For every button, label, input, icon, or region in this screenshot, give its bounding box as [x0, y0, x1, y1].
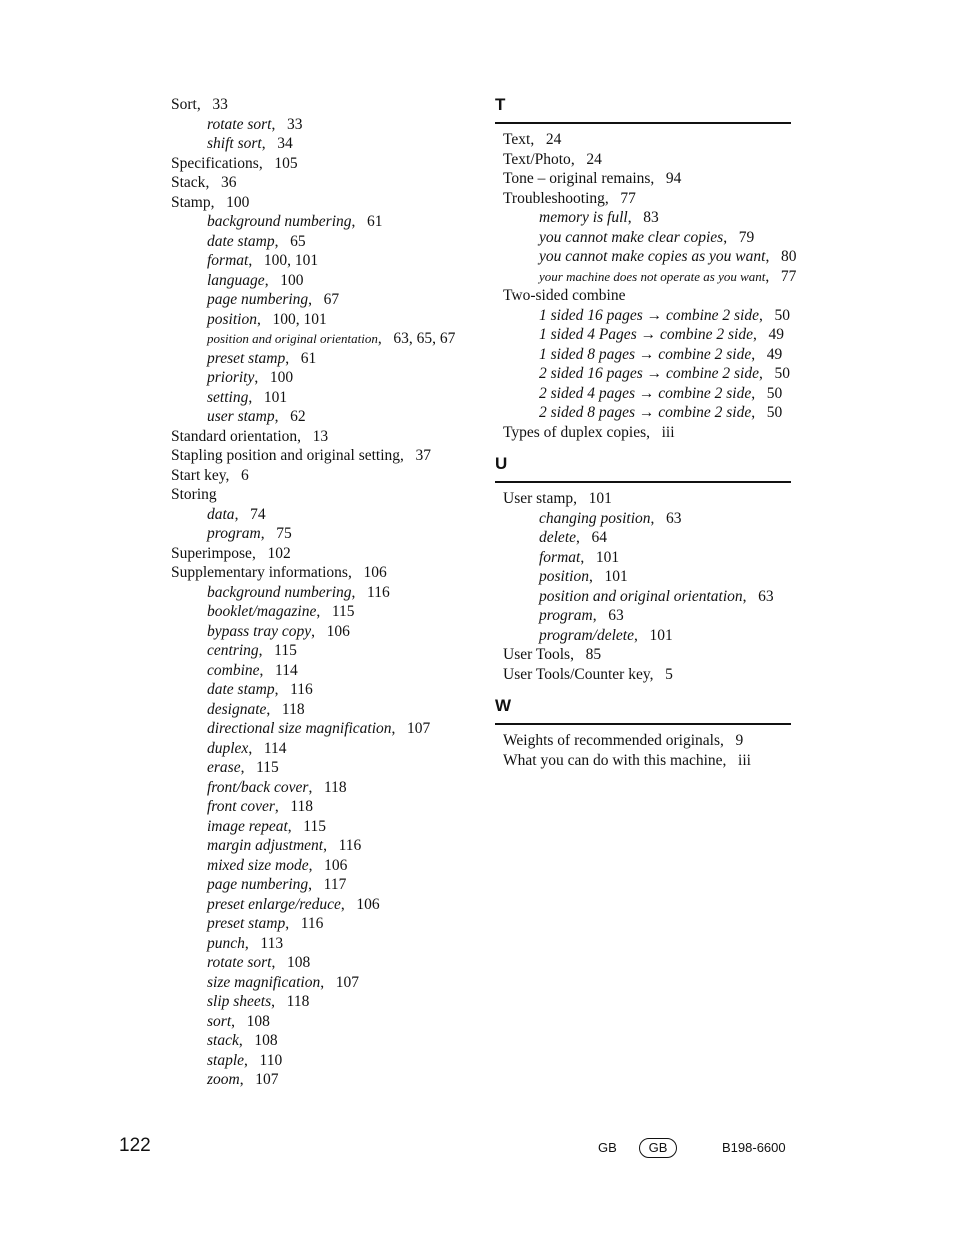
section-entries [495, 130, 797, 442]
index-section [495, 95, 797, 442]
section-letter: T [495, 95, 506, 114]
index-pages: 50 [766, 404, 783, 421]
index-entry [503, 286, 791, 306]
index-term: user stamp [207, 408, 275, 425]
section-divider [495, 481, 791, 483]
index-subentry: setting, 101 [207, 388, 288, 406]
language-badge: GB [639, 1138, 677, 1158]
index-term: position and original orientation [207, 331, 378, 346]
index-subentry: directional size magnification, 107 [207, 720, 431, 737]
index-term: 2 sided 8 pages → combine 2 side [539, 404, 752, 421]
index-term: Types of duplex copies [503, 423, 647, 441]
index-subentry: data, 74 [207, 505, 266, 523]
index-pages: 107 [335, 973, 359, 991]
index-term: delete [539, 529, 577, 546]
index-pages: iii [738, 751, 751, 769]
index-pages: 110 [259, 1051, 283, 1069]
index-entry: Stack, 36 [171, 174, 237, 191]
index-term: Weights of recommended originals [503, 732, 720, 749]
index-subentry: rotate sort, 108 [207, 954, 311, 971]
index-subentry: size magnification, 107 [207, 973, 359, 991]
section-letter: U [495, 454, 508, 473]
index-term: page numbering [207, 291, 309, 308]
index-term: Specifications [171, 154, 259, 172]
index-subentry: erase, 115 [207, 759, 279, 776]
index-entry: User Tools, 85 [503, 646, 602, 663]
index-term: margin adjustment [207, 837, 324, 854]
index-subentry: background numbering, 116 [207, 583, 390, 601]
index-entry: Superimpose, 102 [171, 544, 291, 562]
index-pages: 63, 65, 67 [393, 330, 456, 347]
index-term: stack [207, 1032, 239, 1049]
index-subentry: bypass tray copy, 106 [207, 622, 350, 640]
index-pages: 116 [290, 681, 313, 698]
index-pages: 36 [220, 174, 237, 191]
index-pages: 61 [367, 213, 383, 230]
index-term: priority [207, 369, 255, 386]
index-subentry: priority, 100 [207, 369, 294, 386]
index-pages: 106 [356, 895, 380, 913]
index-pages: 13 [312, 427, 329, 445]
index-subentry: 1 sided 8 pages → combine 2 side, 49 [539, 345, 783, 363]
index-pages: 34 [277, 135, 293, 152]
index-pages: 101 [595, 548, 620, 566]
footer-language: GB [598, 1140, 617, 1155]
index-entry: User stamp, 101 [503, 490, 612, 507]
index-pages: 24 [586, 150, 602, 168]
index-term: changing position [539, 509, 651, 527]
index-term: User Tools/Counter key [503, 665, 650, 683]
index-term: Troubleshooting [503, 189, 605, 207]
index-subentry: format, 101 [539, 548, 620, 566]
index-pages: 102 [267, 544, 291, 562]
index-pages: 108 [246, 1012, 270, 1030]
index-pages: 118 [323, 778, 347, 796]
index-pages: 62 [290, 408, 306, 425]
index-pages: 115 [256, 759, 279, 776]
index-subentry: booklet/magazine, 115 [207, 603, 355, 620]
index-term: date stamp [207, 681, 275, 698]
index-subentry: preset stamp, 116 [207, 915, 324, 932]
index-pages: 101 [604, 568, 628, 585]
index-pages: 83 [643, 209, 659, 226]
index-subentry: program, 75 [207, 525, 292, 542]
index-subentry: preset enlarge/reduce, 106 [207, 895, 380, 913]
index-entry: Troubleshooting, 77 [503, 189, 636, 207]
index-term: booklet/magazine [207, 603, 317, 620]
index-term: designate [207, 700, 267, 718]
index-subentry: rotate sort, 33 [207, 115, 303, 133]
index-subentry: date stamp, 65 [207, 232, 306, 250]
index-pages: 100, 101 [263, 252, 319, 269]
index-subentry: staple, 110 [207, 1051, 283, 1069]
index-section [495, 696, 791, 770]
index-subentry: user stamp, 62 [207, 408, 306, 425]
index-entry: Stamp, 100 [171, 193, 250, 211]
index-term: language [207, 271, 265, 289]
index-subentry: 2 sided 16 pages → combine 2 side, 50 [539, 365, 790, 382]
index-term: Storing [171, 486, 217, 503]
index-subentry: front cover, 118 [207, 798, 314, 815]
index-term: punch [207, 934, 245, 952]
index-subentry: 1 sided 16 pages → combine 2 side, 50 [539, 306, 790, 324]
index-pages: 100, 101 [272, 310, 327, 328]
index-pages: 77 [620, 189, 636, 207]
index-pages: 114 [275, 661, 298, 679]
index-pages: 101 [263, 388, 288, 406]
index-term: staple [207, 1051, 245, 1069]
index-term: Sort [171, 96, 197, 113]
index-term: bypass tray copy [207, 622, 312, 640]
index-term: background numbering [207, 583, 352, 601]
index-column-left [171, 95, 471, 1090]
index-subentry: memory is full, 83 [539, 209, 659, 226]
index-term: front cover [207, 798, 275, 815]
index-entry: Text/Photo, 24 [503, 150, 602, 168]
index-term: Stack [171, 174, 206, 191]
index-entry: Types of duplex copies, iii [503, 423, 675, 441]
index-pages: 108 [254, 1032, 278, 1049]
index-subentry: centring, 115 [207, 642, 297, 659]
index-term: 2 sided 4 pages → combine 2 side [539, 384, 752, 402]
index-subentry: sort, 108 [207, 1012, 270, 1030]
index-subentry: format, 100, 101 [207, 252, 319, 269]
index-term: mixed size mode [207, 856, 309, 874]
index-term: Two-sided combine [503, 287, 626, 304]
index-term: Start key [171, 466, 226, 484]
index-pages: 101 [588, 490, 612, 507]
index-pages: 116 [367, 583, 390, 601]
index-term: Stamp [171, 193, 211, 211]
index-pages: 74 [250, 505, 266, 523]
index-pages: 80 [780, 248, 797, 265]
index-subentry: stack, 108 [207, 1032, 278, 1049]
index-term: zoom [207, 1071, 240, 1088]
index-term: shift sort [207, 135, 262, 152]
index-pages: 107 [255, 1071, 279, 1088]
index-term: Superimpose [171, 544, 252, 562]
index-term: position [207, 310, 257, 328]
index-subentry: front/back cover, 118 [207, 778, 347, 796]
index-pages: iii [661, 423, 675, 441]
index-pages: 115 [303, 817, 326, 835]
index-term: format [539, 548, 581, 566]
index-pages: 6 [241, 466, 249, 484]
index-term: image repeat [207, 817, 288, 835]
section-entries [495, 731, 791, 770]
index-subentry: slip sheets, 118 [207, 993, 310, 1010]
index-term: combine [207, 661, 260, 679]
index-pages: 63 [758, 587, 774, 605]
index-entry: What you can do with this machine, iii [503, 751, 751, 769]
index-pages: 79 [738, 228, 755, 246]
index-term: 1 sided 8 pages → combine 2 side [539, 345, 752, 363]
index-term: front/back cover [207, 778, 309, 796]
index-term: erase [207, 759, 241, 776]
index-pages: 114 [263, 739, 287, 757]
index-term: background numbering [207, 213, 352, 230]
index-term: you cannot make clear copies [539, 228, 724, 246]
index-subentry: page numbering, 117 [207, 876, 347, 893]
index-term: centring [207, 642, 259, 659]
index-term: position and original orientation [539, 587, 743, 605]
index-pages: 33 [212, 96, 228, 113]
index-pages: 106 [363, 564, 387, 581]
index-term: sort [207, 1012, 232, 1030]
index-subentry: you cannot make clear copies, 79 [539, 228, 755, 246]
section-letter: W [495, 696, 512, 715]
index-term: preset enlarge/reduce [207, 895, 341, 913]
index-pages: 108 [286, 954, 311, 971]
index-subentry: duplex, 114 [207, 739, 287, 757]
index-subentry: punch, 113 [207, 934, 284, 952]
index-term: program [207, 525, 261, 542]
index-term: Tone – original remains [503, 170, 651, 187]
index-pages: 49 [766, 345, 783, 363]
index-term: What you can do with this machine [503, 751, 723, 769]
index-subentry: zoom, 107 [207, 1071, 279, 1088]
index-term: Text/Photo [503, 150, 571, 168]
index-term: date stamp [207, 232, 275, 250]
index-pages: 116 [300, 915, 324, 932]
index-column-right [495, 95, 797, 782]
index-term: rotate sort [207, 115, 272, 133]
section-divider [495, 122, 791, 124]
index-pages: 94 [665, 170, 682, 187]
index-term: directional size magnification [207, 720, 392, 737]
index-pages: 65 [290, 232, 306, 250]
index-pages: 105 [274, 154, 298, 172]
index-subentry: position and original orientation, 63 [539, 587, 774, 605]
index-term: memory is full [539, 209, 628, 226]
index-subentry: image repeat, 115 [207, 817, 326, 835]
index-subentry: 2 sided 4 pages → combine 2 side, 50 [539, 384, 783, 402]
index-entry: Tone – original remains, 94 [503, 170, 682, 187]
index-term: User Tools [503, 646, 571, 663]
index-pages: 63 [666, 509, 682, 527]
index-subentry: 1 sided 4 Pages → combine 2 side, 49 [539, 326, 784, 343]
index-term: Supplementary informations [171, 564, 348, 581]
index-pages: 9 [735, 732, 744, 749]
index-entry: Standard orientation, 13 [171, 427, 329, 445]
index-pages: 100 [280, 271, 304, 289]
index-pages: 50 [774, 365, 790, 382]
index-entry: Text, 24 [503, 131, 562, 148]
index-pages: 106 [326, 622, 350, 640]
index-subentry: your machine does not operate as you want, 77 [539, 267, 797, 285]
index-subentry: mixed size mode, 106 [207, 856, 348, 874]
index-pages: 113 [260, 934, 284, 952]
index-term: rotate sort [207, 954, 272, 971]
index-subentry: preset stamp, 61 [207, 349, 317, 367]
index-pages: 85 [585, 646, 602, 663]
index-subentry: position and original orientation, 63, 65, 67 [207, 330, 456, 347]
index-entry [171, 485, 471, 505]
index-entry: User Tools/Counter key, 5 [503, 665, 673, 683]
index-pages: 116 [338, 837, 362, 854]
index-section [495, 454, 791, 684]
index-pages: 33 [286, 115, 303, 133]
index-term: 2 sided 16 pages → combine 2 side [539, 365, 759, 382]
index-term: Text [503, 131, 531, 148]
index-subentry: 2 sided 8 pages → combine 2 side, 50 [539, 404, 783, 421]
index-term: you cannot make copies as you want [539, 248, 766, 265]
index-entry: Specifications, 105 [171, 154, 298, 172]
index-subentry: margin adjustment, 116 [207, 837, 362, 854]
index-pages: 64 [591, 529, 608, 546]
index-term: your machine does not operate as you want [539, 268, 766, 284]
page-number: 122 [119, 1135, 151, 1156]
index-subentry: designate, 118 [207, 700, 305, 718]
index-pages: 67 [323, 291, 340, 308]
index-subentry: combine, 114 [207, 661, 298, 679]
index-term: setting [207, 388, 249, 406]
index-pages: 50 [774, 306, 790, 324]
index-pages: 5 [665, 665, 673, 683]
index-subentry: changing position, 63 [539, 509, 682, 527]
index-term: size magnification [207, 973, 321, 991]
index-pages: 37 [415, 447, 432, 464]
index-pages: 115 [331, 603, 355, 620]
index-pages: 118 [286, 993, 310, 1010]
index-term: position [539, 568, 589, 585]
index-term: duplex [207, 739, 249, 757]
index-term: 1 sided 16 pages → combine 2 side [539, 306, 759, 324]
index-term: program/delete [539, 626, 634, 644]
index-term: 1 sided 4 Pages → combine 2 side [539, 326, 753, 343]
section-entries [495, 489, 791, 684]
index-term: preset stamp [207, 915, 286, 932]
index-pages: 61 [300, 349, 317, 367]
index-pages: 49 [768, 326, 784, 343]
index-subentry: language, 100 [207, 271, 304, 289]
document-code: B198-6600 [722, 1140, 786, 1155]
index-subentry: program/delete, 101 [539, 626, 673, 644]
index-entry: Stapling position and original setting, 37 [171, 447, 432, 464]
index-term: slip sheets [207, 993, 272, 1010]
index-entry: Supplementary informations, 106 [171, 564, 387, 581]
index-entry: Weights of recommended originals, 9 [503, 732, 744, 749]
index-subentry: position, 100, 101 [207, 310, 327, 328]
index-term: page numbering [207, 876, 309, 893]
index-pages: 101 [649, 626, 673, 644]
section-divider [495, 723, 791, 725]
index-pages: 24 [545, 131, 562, 148]
index-subentry: background numbering, 61 [207, 213, 383, 230]
index-subentry: program, 63 [539, 607, 624, 624]
index-entry: Start key, 6 [171, 466, 249, 484]
index-pages: 100 [226, 193, 250, 211]
index-entry: Sort, 33 [171, 96, 228, 113]
index-term: Standard orientation [171, 427, 298, 445]
index-term: Stapling position and original setting [171, 447, 401, 464]
index-term: User stamp [503, 490, 574, 507]
index-term: preset stamp [207, 349, 286, 367]
index-pages: 117 [323, 876, 347, 893]
index-subentry: you cannot make copies as you want, 80 [539, 248, 797, 265]
index-subentry: position, 101 [539, 568, 628, 585]
index-pages: 106 [324, 856, 348, 874]
index-subentry: page numbering, 67 [207, 291, 340, 308]
index-subentry: date stamp, 116 [207, 681, 313, 698]
index-subentry: shift sort, 34 [207, 135, 293, 152]
index-pages: 100 [269, 369, 294, 386]
index-pages: 107 [407, 720, 431, 737]
index-pages: 118 [290, 798, 314, 815]
index-subentry: delete, 64 [539, 529, 608, 546]
index-pages: 50 [766, 384, 783, 402]
index-pages: 118 [281, 700, 305, 718]
index-term: data [207, 505, 235, 523]
index-term: format [207, 252, 249, 269]
index-pages: 75 [276, 525, 292, 542]
index-term: program [539, 607, 593, 624]
index-pages: 115 [274, 642, 297, 659]
index-pages: 63 [608, 607, 624, 624]
index-pages: 77 [780, 267, 797, 285]
